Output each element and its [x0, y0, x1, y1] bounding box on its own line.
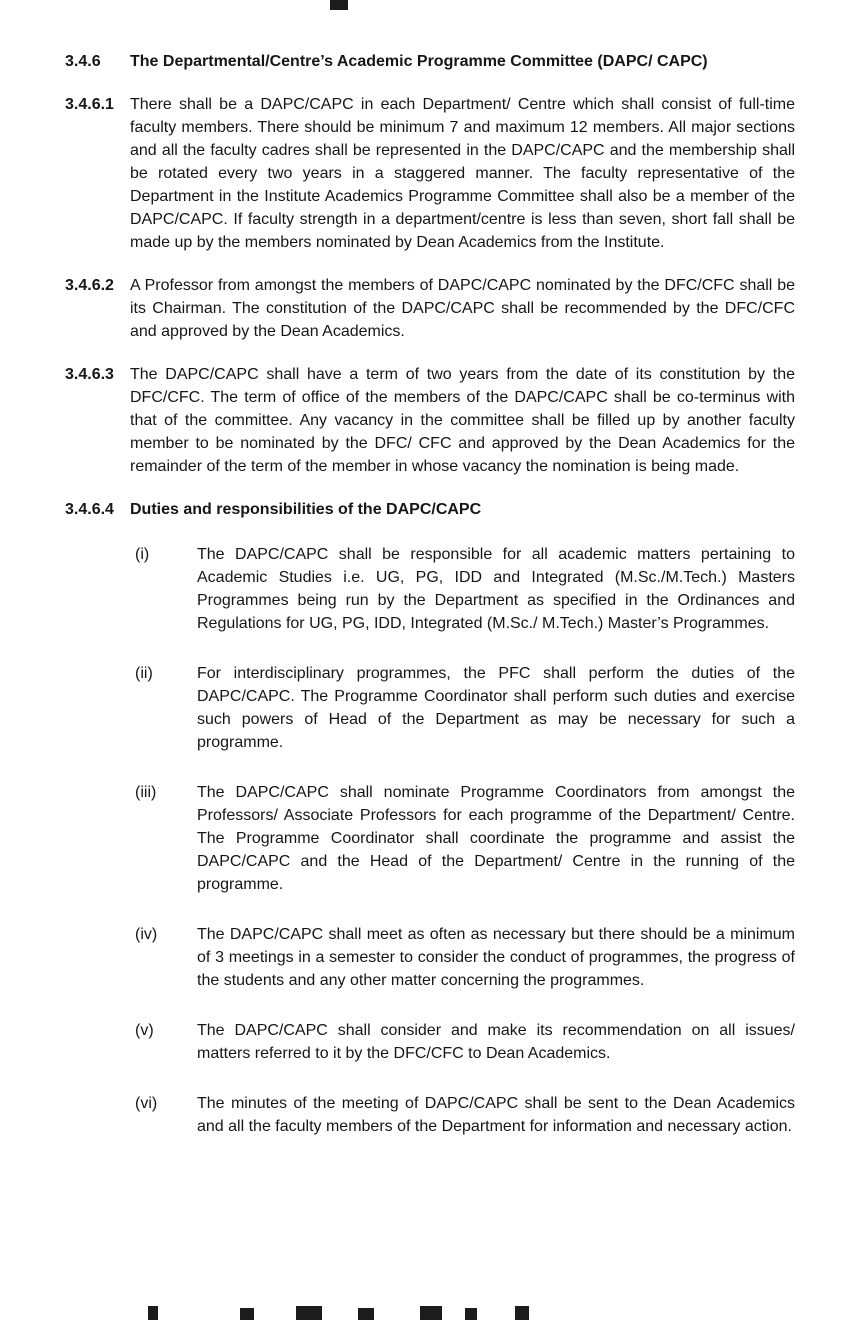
list-item-text: The DAPC/CAPC shall be responsible for all academic matters pertaining to Academic Studies i.e. UG, PG, IDD and Integrated (M.Sc./M.Tech.) Masters Programmes being run by the Department as specified in the Ordinances and Regulations for UG, PG, IDD, Integrated (M.Sc./ M.Tech.) Master’s Programmes.	[197, 546, 795, 632]
page-edge-artifact-bottom	[465, 1308, 477, 1320]
paragraph-number: 3.4.6.1	[65, 96, 114, 113]
list-marker: (iii)	[135, 784, 157, 801]
section-number: 3.4.6	[65, 53, 101, 70]
list-item-vi	[135, 1092, 795, 1138]
list-item-v	[135, 1019, 795, 1065]
page-edge-artifact-top	[330, 0, 348, 10]
paragraph-3-4-6-3	[65, 363, 795, 478]
paragraph-text: The DAPC/CAPC shall have a term of two years from the date of its constitution by the DFC/CFC. The term of office of the members of the DAPC/CAPC shall be co-terminus with that of the committee. Any vacancy in the committee shall be filled up by another faculty member to be nominated by the DFC/ CFC and approved by the Dean Academics for the remainder of the term of the member in whose vacancy the nomination is being made.	[130, 366, 795, 475]
paragraph-3-4-6-2	[65, 274, 795, 343]
page-edge-artifact-bottom	[515, 1306, 529, 1320]
list-item-iv	[135, 923, 795, 992]
page-edge-artifact-bottom	[420, 1306, 442, 1320]
subsection-heading-row	[65, 498, 795, 521]
list-item-i	[135, 543, 795, 635]
page-edge-artifact-bottom	[296, 1306, 322, 1320]
paragraph-text: There shall be a DAPC/CAPC in each Department/ Centre which shall consist of full-time faculty members. There should be minimum 7 and maximum 12 members. All major sections and all the faculty cadres shall be represented in the DAPC/CAPC and the membership shall be rotated every two years in a staggered manner. The faculty representative of the Department in the Institute Academics Programme Committee shall also be a member of the DAPC/CAPC. If faculty strength in a department/centre is less than seven, short fall shall be made up by the members nominated by Dean Academics from the Institute.	[130, 96, 795, 251]
list-item-ii	[135, 662, 795, 754]
paragraph-3-4-6-1	[65, 93, 795, 254]
page-edge-artifact-bottom	[148, 1306, 158, 1320]
list-marker: (iv)	[135, 926, 158, 943]
list-item-iii	[135, 781, 795, 896]
list-marker: (ii)	[135, 665, 153, 682]
list-marker: (i)	[135, 546, 150, 563]
list-item-text: The DAPC/CAPC shall consider and make its recommendation on all issues/ matters referred to it by the DFC/CFC to Dean Academics.	[197, 1022, 795, 1062]
list-marker: (v)	[135, 1022, 154, 1039]
list-marker: (vi)	[135, 1095, 158, 1112]
list-item-text: For interdisciplinary programmes, the PFC shall perform the duties of the DAPC/CAPC. The Programme Coordinator shall perform such duties and exercise such powers of Head of the Department as may be necessary for such a programme.	[197, 665, 795, 751]
page-edge-artifact-bottom	[240, 1308, 254, 1320]
subsection-number: 3.4.6.4	[65, 501, 114, 518]
section-heading-row	[65, 50, 795, 73]
page-edge-artifact-bottom	[358, 1308, 374, 1320]
section-title: The Departmental/Centre’s Academic Programme Committee (DAPC/ CAPC)	[130, 53, 708, 70]
subsection-title: Duties and responsibilities of the DAPC/CAPC	[130, 501, 482, 518]
list-item-text: The DAPC/CAPC shall meet as often as necessary but there should be a minimum of 3 meetings in a semester to consider the conduct of programmes, the progress of the students and any other matter concerning the programmes.	[197, 926, 795, 989]
list-item-text: The DAPC/CAPC shall nominate Programme Coordinators from amongst the Professors/ Associate Professors for each programme of the Department/ Centre. The Programme Coordinator shall coordinate the programme and assist the DAPC/CAPC and the Head of the Department/ Centre in the running of the programme.	[197, 784, 795, 893]
paragraph-text: A Professor from amongst the members of DAPC/CAPC nominated by the DFC/CFC shall be its Chairman. The constitution of the DAPC/CAPC shall be recommended by the DFC/CFC and approved by the Dean Academics.	[130, 277, 795, 340]
paragraph-number: 3.4.6.2	[65, 277, 114, 294]
paragraph-number: 3.4.6.3	[65, 366, 114, 383]
list-item-text: The minutes of the meeting of DAPC/CAPC shall be sent to the Dean Academics and all the faculty members of the Department for information and necessary action.	[197, 1095, 795, 1135]
